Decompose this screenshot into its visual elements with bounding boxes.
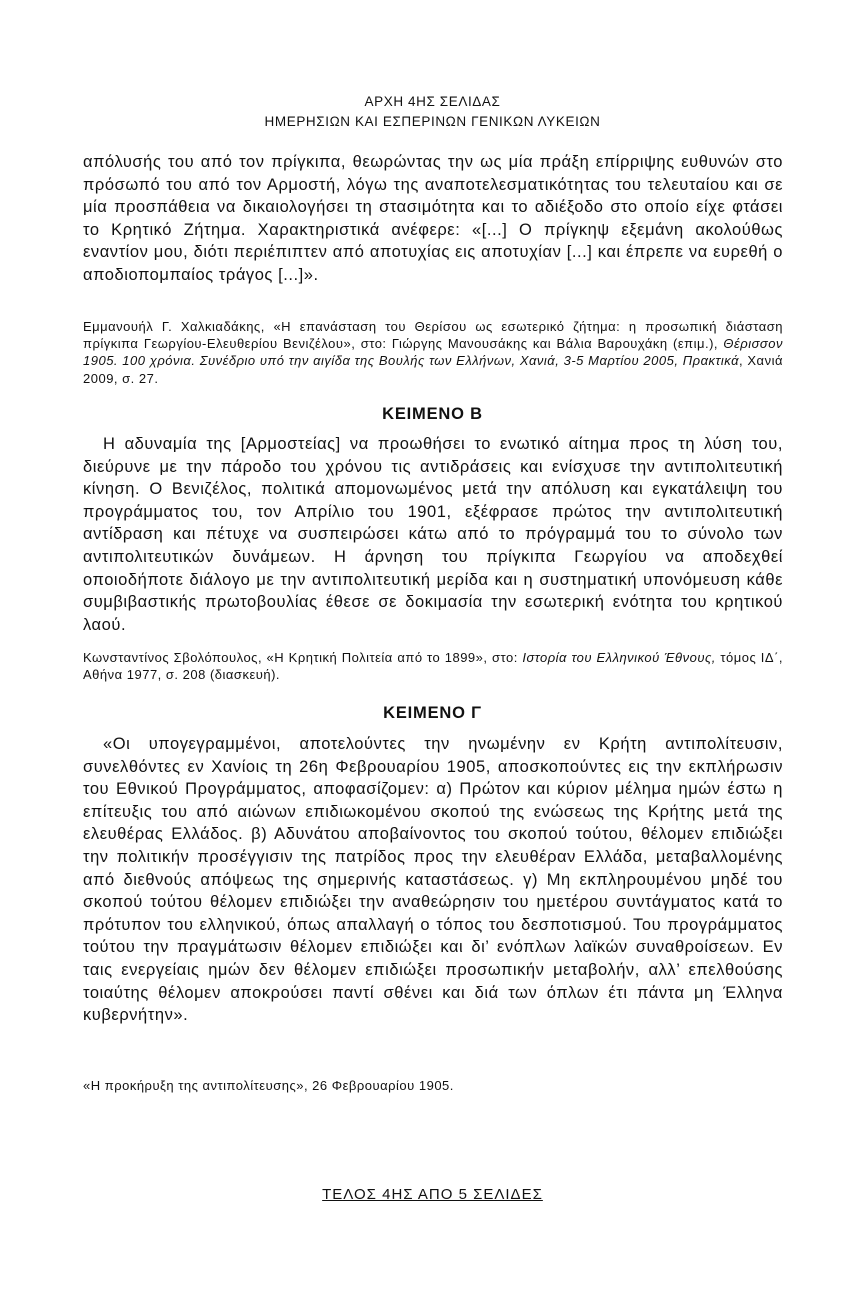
section-b-citation bbox=[83, 649, 783, 683]
section-c-citation: «Η προκήρυξη της αντιπολίτευσης», 26 Φεβρουαρίου 1905. bbox=[83, 1078, 454, 1093]
citation-text: Εμμανουήλ Γ. Χαλκιαδάκης, «Η επανάσταση του Θερίσου ως εσωτερικό ζήτημα: η προσωπική διάσταση πρίγκιπα Γεωργίου-Ελευθερίου Βενιζέλου», στο: Γιώργης Μανουσάκης και Βάλια Βαρουχάκη (επιμ.), bbox=[83, 319, 783, 352]
page-footer bbox=[0, 1186, 865, 1203]
citation-text: Κωνσταντίνος Σβολόπουλος, «Η Κρητική Πολιτεία από το 1899», στο: bbox=[83, 650, 523, 665]
citation-italic: Ιστορία του Ελληνικού Έθνους, bbox=[522, 650, 716, 665]
citation-italic: Θέρισσον 1905. 100 χρόνια. Συνέδριο υπό την αιγίδα της Βουλής των Ελλήνων, Χανιά, 3-5 Μαρτίου 2005, Πρακτικά bbox=[83, 336, 783, 369]
header-line-2: ΗΜΕΡΗΣΙΩΝ ΚΑΙ ΕΣΠΕΡΙΝΩΝ ΓΕΝΙΚΩΝ ΛΥΚΕΙΩΝ bbox=[264, 114, 601, 129]
citation-text: , Χανιά 2009, σ. 27. bbox=[83, 353, 783, 386]
footer-text: ΤΕΛΟΣ 4ΗΣ ΑΠΟ 5 ΣΕΛΙΔΕΣ bbox=[322, 1186, 543, 1203]
section-b-paragraph: Η αδυναμία της [Αρμοστείας] να προωθήσει το ενωτικό αίτημα προς τη λύση του, διεύρυνε με την πάροδο του χρόνου τις αντιδράσεις και ενίσχυσε την αντιπολιτευτική κίνηση. Ο Βενιζέλος, πολιτικά απομονωμένος μετά την απόλυση και εγκατάλειψη του προγράμματος του, τον Απρίλιο του 1901, εξέφρασε πρώτος την αντιπολιτευτική αντίδραση και πέτυχε να συσπειρώσει κάτω από το πρόγραμμά του το σύνολο των αντιπολιτευτικών δυνάμεων. Η άρνηση του πρίγκιπα Γεωργίου να αποδεχθεί οποιοδήποτε διάλογο με την αντιπολιτευτική μερίδα και η συστηματική υπονόμευση κάθε συμβιβαστικής πρωτοβουλίας έθεσε σε δοκιμασία την εσωτερική ενότητα του κρητικού λαού. bbox=[83, 435, 783, 634]
section-a-paragraph: απόλυσής του από τον πρίγκιπα, θεωρώντας την ως μία πράξη επίρριψης ευθυνών στο πρόσωπό του από τον Αρμοστή, λόγω της αναποτελεσματικότητας του τελευταίου και σε μία προσπάθεια να δικαιολογήσει τη στασιμότητα και το αδιέξοδο στο οποίο είχε φτάσει το Κρητικό Ζήτημα. Χαρακτηριστικά ανέφερε: «[...] Ο πρίγκηψ εξεμάνη ακολούθως εναντίον μου, διότι περιέπιπτεν από αποτυχίας εις αποτυχίαν [...] και έπρεπε να ευρεθή ο αποδιοπομπαίος τράγος [...]». bbox=[83, 153, 783, 284]
header-line-1: ΑΡΧΗ 4ΗΣ ΣΕΛΙΔΑΣ bbox=[364, 94, 501, 109]
section-b-heading: ΚΕΙΜΕΝΟ Β bbox=[382, 405, 483, 423]
section-c-heading: ΚΕΙΜΕΝΟ Γ bbox=[383, 704, 482, 722]
page-header bbox=[0, 92, 865, 132]
section-a-citation bbox=[83, 318, 783, 387]
section-c-paragraph: «Οι υπογεγραμμένοι, αποτελούντες την ηνωμένην εν Κρήτη αντιπολίτευσιν, συνελθόντες εν Χανίοις τη 26η Φεβρουαρίου 1905, αποσκοπούντες εις την εκπλήρωσιν του Εθνικού Προγράμματος, αποφασίζομεν: α) Πρώτον και κύριον μέλημα ημών έστω η επίτευξις του από αιώνων επιδιωκομένου σκοπού της ενώσεως της Κρήτης μετά της ελευθέρας Ελλάδος. β) Αδυνάτου αποβαίνοντος του σκοπού τούτου, θέλομεν επιδιώξει την πολιτικήν προσέγγισιν της πατρίδος προς την ελευθέραν Ελλάδα, μεταβαλλομένης από διεθνούς απόψεως της σημερινής καταστάσεως. γ) Μη εκπληρουμένου μηδέ του σκοπού τούτου θέλομεν επιδιώξει την αναθεώρησιν του ημετέρου συντάγματος κατά το πρότυπον του ελληνικού, όπως απαλλαγή ο τόπος του δεσποτισμού. Του προγράμματος τούτου την πραγμάτωσιν θέλομεν επιδιώξει και δι’ ενόπλων λαϊκών συναθροίσεων. Εν ταις ενεργείαις ημών δεν θέλομεν επιδιώξει προσωπικήν μεταβολήν, αλλ’ επελθούσης τοιαύτης θέλομεν αποκρούσει παντί σθένει και διά των όπλων έτι πάντα μη Έλληνα κυβερνήτην». bbox=[83, 735, 783, 1025]
citation-text: τόμος ΙΔ΄, Αθήνα 1977, σ. 208 (διασκευή). bbox=[83, 650, 784, 683]
